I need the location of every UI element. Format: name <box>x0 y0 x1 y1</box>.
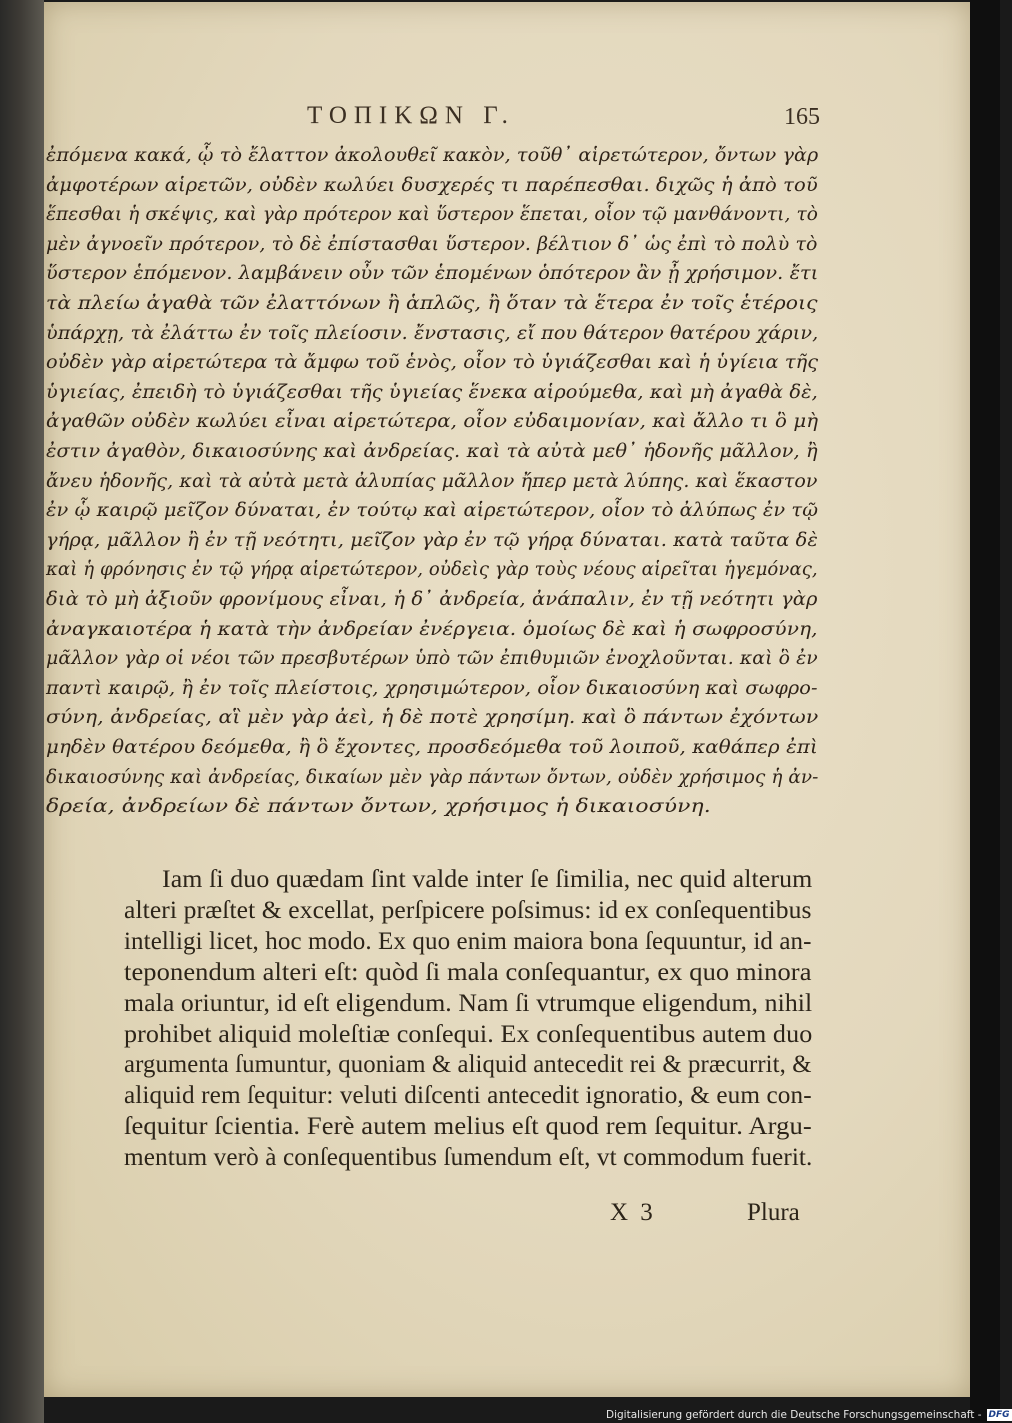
book-page <box>44 2 970 1397</box>
greek-line: δρεία, ἀνδρείων δὲ πάντων ὄντων, χρήσιμος ἡ δικαιοσύνη. <box>46 795 711 818</box>
greek-line: ἄνευ ἡδονῆς, καὶ τὰ αὐτὰ μετὰ ἀλυπίας μᾶλλον ἤπερ μετὰ λύπης. καὶ ἕκαστον <box>46 469 818 492</box>
greek-line: γήρᾳ, μᾶλλον ἢ ἐν τῇ νεότητι, μεῖζον γὰρ ἐν τῷ γήρᾳ δύναται. κατὰ ταῦτα δὲ <box>46 528 818 551</box>
latin-line: argumenta ſumuntur, quoniam & aliquid antecedit rei & præcurrit, & <box>124 1051 812 1079</box>
latin-line: prohibet aliquid moleſtiæ conſequi. Ex conſequentibus autem duo <box>124 1020 813 1048</box>
latin-line: teponendum alteri eſt: quòd ſi mala conſequantur, ex quo minora <box>124 958 812 986</box>
greek-line: ὑγιείας, ἐπειδὴ τὸ ὑγιάζεσθαι τῆς ὑγιείας ἕνεκα αἱρούμεθα, καὶ μὴ ἀγαθὰ δὲ, <box>46 380 818 403</box>
dfg-logo: DFG <box>988 1409 1010 1420</box>
signature-mark: X 3 <box>610 1199 653 1226</box>
greek-line: ἐπόμενα κακά, ᾧ τὸ ἔλαττον ἀκολουθεῖ κακὸν, τοῦθ᾽ αἱρετώτερον, ὄντων γὰρ <box>46 144 819 166</box>
latin-line: aliquid rem ſequitur: veluti diſcenti antecedit ignoratio, & eum con- <box>124 1082 812 1110</box>
greek-line: ἀναγκαιοτέρα ἡ κατὰ τὴν ἀνδρείαν ἐνέργεια. ὁμοίως δὲ καὶ ἡ σωφροσύνη, <box>46 617 818 640</box>
greek-line: ἐστιν ἀγαθὸν, δικαιοσύνης καὶ ἀνδρείας. καὶ τὰ αὐτὰ μεθ᾽ ἡδονῆς μᾶλλον, ἢ <box>46 440 818 462</box>
greek-line: καὶ ἡ φρόνησις ἐν τῷ γήρᾳ αἱρετώτερον, οὐδεὶς γὰρ τοὺς νέους αἱρεῖται ἡγεμόνας, <box>46 558 818 581</box>
greek-line: τὰ πλείω ἀγαθὰ τῶν ἐλαττόνων ἢ ἁπλῶς, ἢ ὅταν τὰ ἕτερα ἐν τοῖς ἑτέροις <box>46 292 818 314</box>
catchword: Plura <box>747 1199 800 1226</box>
latin-line: mentum verò à conſequentibus ſumendum eſt, vt commodum fuerit. <box>124 1144 813 1172</box>
greek-line: διὰ τὸ μὴ ἀξιοῦν φρονίμους εἶναι, ἡ δ᾽ ἀνδρεία, ἀνάπαλιν, ἐν τῇ νεότητι γὰρ <box>46 588 818 610</box>
greek-line: μηδὲν θατέρου δεόμεθα, ἢ ὃ ἔχοντες, προσδεόμεθα τοῦ λοιποῦ, καθάπερ ἐπὶ <box>46 736 818 758</box>
greek-line: μᾶλλον γὰρ οἱ νέοι τῶν πρεσβυτέρων ὑπὸ τῶν ἐπιθυμιῶν ἐνοχλοῦνται. καὶ ὃ ἐν <box>46 647 818 670</box>
greek-line: ἐν ᾧ καιρῷ μεῖζον δύναται, ἐν τούτῳ καὶ αἱρετώτερον, οἷον τὸ ἀλύπως ἐν τῷ <box>46 499 819 522</box>
latin-line: Iam ſi duo quædam ſint valde inter ſe ſimilia, nec quid alterum <box>162 866 813 893</box>
scan-border <box>970 0 1000 1423</box>
greek-line: ἀγαθῶν οὐδὲν κωλύει εἶναι αἱρετώτερα, οἷον εὐδαιμονίαν, καὶ ἄλλο τι ὃ μὴ <box>46 410 819 433</box>
page-number: 165 <box>784 104 820 130</box>
funding-notice: Digitalisierung gefördert durch die Deutsche Forschungsgemeinschaft - <box>606 1408 982 1421</box>
latin-line: ſequitur ſcientia. Ferè autem melius eſt quod rem ſequitur. Argu- <box>124 1113 812 1141</box>
book-gutter <box>0 0 44 1423</box>
running-head: ΤΟΠΙΚΩΝ Γ. <box>307 102 515 129</box>
greek-line: παντὶ καιρῷ, ἢ ἐν τοῖς πλείστοις, χρησιμώτερον, οἷον δικαιοσύνη καὶ σωφρο- <box>46 676 818 699</box>
greek-line: ἕπεσθαι ἡ σκέψις, καὶ γὰρ πρότερον καὶ ὕστερον ἕπεται, οἷον τῷ μανθάνοντι, τὸ <box>46 203 819 226</box>
page-header <box>44 102 970 142</box>
greek-line: ὑπάρχῃ, τὰ ἐλάττω ἐν τοῖς πλείοσιν. ἔνστασις, εἴ που θάτερον θατέρου χάριν, <box>46 321 819 344</box>
greek-line: οὐδὲν γὰρ αἱρετώτερα τὰ ἄμφω τοῦ ἑνὸς, οἷον τὸ ὑγιάζεσθαι καὶ ἡ ὑγίεια τῆς <box>46 351 819 374</box>
greek-line: μὲν ἀγνοεῖν πρότερον, τὸ δὲ ἐπίστασθαι ὕστερον. βέλτιον δ᾽ ὡς ἐπὶ τὸ πολὺ τὸ <box>46 232 818 255</box>
latin-line: alteri præſtet & excellat, perſpicere poſsimus: id ex conſequentibus <box>124 896 812 924</box>
latin-line: intelligi licet, hoc modo. Ex quo enim maiora bona ſequuntur, id an- <box>124 927 812 955</box>
latin-line: mala oriuntur, id eſt eligendum. Nam ſi vtrumque eligendum, nihil <box>124 989 813 1017</box>
greek-line: ὕστερον ἑπόμενον. λαμβάνειν οὖν τῶν ἑπομένων ὁπότερον ἂν ᾖ χρήσιμον. ἔτι <box>46 262 819 285</box>
greek-line: ἀμφοτέρων αἱρετῶν, οὐδὲν κωλύει δυσχερές τι παρέπεσθαι. διχῶς ἡ ἀπὸ τοῦ <box>46 173 818 196</box>
digitization-footer <box>606 1406 1012 1423</box>
greek-line: σύνη, ἀνδρείας, αἳ μὲν γὰρ ἀεὶ, ἡ δὲ ποτὲ χρησίμη. καὶ ὃ πάντων ἐχόντων <box>46 706 819 729</box>
greek-line: δικαιοσύνης καὶ ἀνδρείας, δικαίων μὲν γὰρ πάντων ὄντων, οὐδὲν χρήσιμος ἡ ἀν- <box>46 765 819 788</box>
